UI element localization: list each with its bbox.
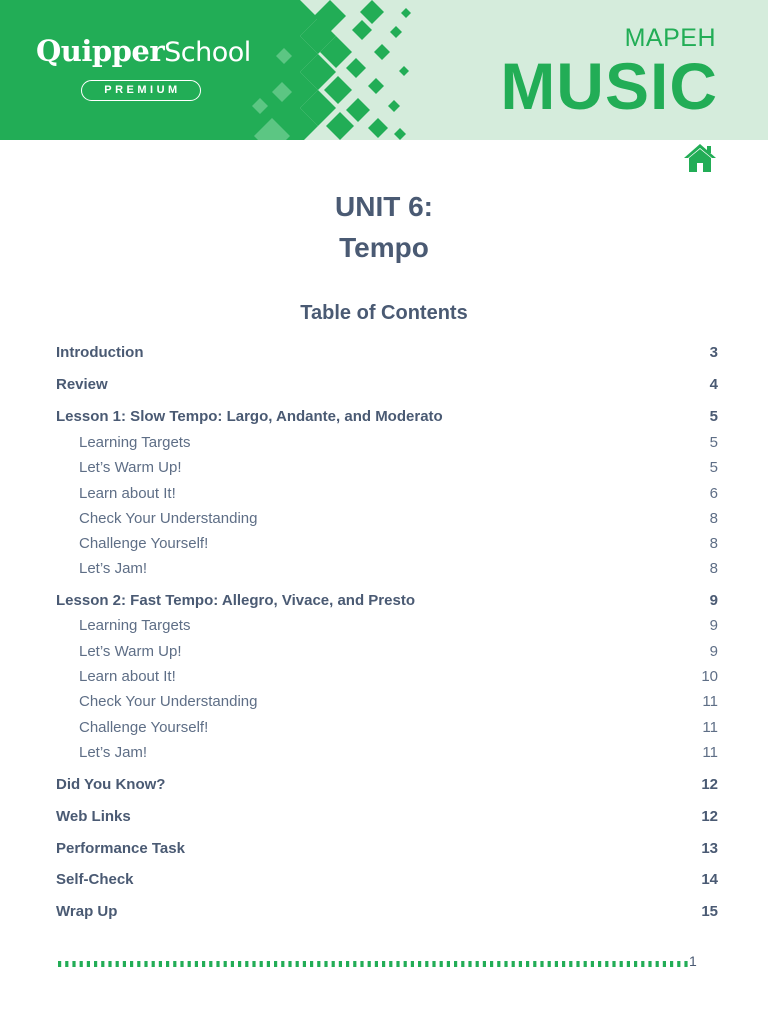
unit-topic: Tempo (339, 232, 429, 263)
toc-entry-page: 12 (701, 775, 718, 793)
toc-entry[interactable] (56, 716, 718, 738)
toc-entry-page: 5 (709, 458, 718, 476)
toc-entry-page: 9 (709, 616, 718, 634)
toc-entry-label: Introduction (56, 343, 144, 361)
toc-entry-label: Learning Targets (79, 616, 191, 634)
toc-entry-label: Learning Targets (79, 433, 191, 451)
toc-entry-label: Review (56, 375, 108, 393)
toc-entry[interactable] (56, 640, 718, 662)
toc-entry[interactable] (56, 405, 718, 427)
toc-entry-label: Let’s Warm Up! (79, 642, 182, 660)
toc-entry-page: 14 (701, 870, 718, 888)
page-number: 1 (689, 953, 697, 969)
subject-category: MAPEH (624, 24, 716, 52)
header-banner (0, 0, 768, 140)
toc-entry-label: Challenge Yourself! (79, 718, 209, 736)
toc-entry[interactable] (56, 532, 718, 554)
toc-entry-page: 11 (702, 718, 718, 736)
toc-entry-label: Wrap Up (56, 902, 118, 920)
premium-badge: PREMIUM (81, 80, 201, 101)
toc-entry-label: Let’s Warm Up! (79, 458, 182, 476)
toc-entry-label: Learn about It! (79, 667, 176, 685)
toc-entry[interactable] (56, 456, 718, 478)
toc-entry-page: 6 (709, 484, 718, 502)
toc-entry[interactable] (56, 431, 718, 453)
toc-entry-page: 13 (701, 839, 718, 857)
toc-entry-label: Let’s Jam! (79, 743, 148, 761)
toc-entry[interactable] (56, 614, 718, 636)
toc-entry-page: 11 (702, 743, 718, 761)
toc-entry-page: 5 (709, 407, 718, 425)
toc-entry[interactable] (56, 900, 718, 922)
toc-entry[interactable] (56, 690, 718, 712)
toc-entry-page: 12 (701, 807, 718, 825)
toc-entry-page: 9 (709, 591, 718, 609)
toc-entry[interactable] (56, 665, 718, 687)
home-icon[interactable] (683, 142, 717, 174)
quipper-logo: QuipperSchool (36, 34, 251, 68)
subject-title: MUSIC (500, 49, 718, 123)
toc-entry-page: 10 (701, 667, 718, 685)
toc-entry-page: 8 (709, 559, 718, 577)
toc-entry-label: Learn about It! (79, 484, 176, 502)
toc-entry-label: Let’s Jam! (79, 559, 148, 577)
toc-entry[interactable] (56, 773, 718, 795)
toc-entry[interactable] (56, 805, 718, 827)
toc-entry-label: Did You Know? (56, 775, 166, 793)
toc-entry-label: Self-Check (56, 870, 134, 888)
toc-entry[interactable] (56, 341, 718, 363)
toc-heading: Table of Contents (300, 302, 468, 324)
toc-entry-page: 3 (709, 343, 718, 361)
unit-number: UNIT 6: (335, 191, 433, 222)
toc-entry[interactable] (56, 482, 718, 504)
toc-entry-page: 4 (709, 375, 718, 393)
toc-entry-page: 8 (709, 509, 718, 527)
toc-entry-page: 11 (702, 692, 718, 710)
toc-entry[interactable] (56, 589, 718, 611)
toc-entry-page: 8 (709, 534, 718, 552)
toc-entry-label: Check Your Understanding (79, 692, 258, 710)
toc-entry-label: Challenge Yourself! (79, 534, 209, 552)
toc-entry[interactable] (56, 868, 718, 890)
toc-entry-label: Performance Task (56, 839, 185, 857)
toc-entry[interactable] (56, 557, 718, 579)
toc-entry-label: Lesson 1: Slow Tempo: Largo, Andante, and Moderato (56, 407, 443, 425)
toc-entry-label: Check Your Understanding (79, 509, 258, 527)
toc-entry-page: 15 (701, 902, 718, 920)
toc-entry[interactable] (56, 837, 718, 859)
toc-entry[interactable] (56, 741, 718, 763)
toc-entry-label: Lesson 2: Fast Tempo: Allegro, Vivace, and Presto (56, 591, 415, 609)
toc-entry[interactable] (56, 507, 718, 529)
toc-entry[interactable] (56, 373, 718, 395)
toc-entry-label: Web Links (56, 807, 131, 825)
toc-entry-page: 5 (709, 433, 718, 451)
unit-title (0, 186, 768, 268)
toc-entry-page: 9 (709, 642, 718, 660)
footer-dotted-rule (58, 960, 688, 968)
